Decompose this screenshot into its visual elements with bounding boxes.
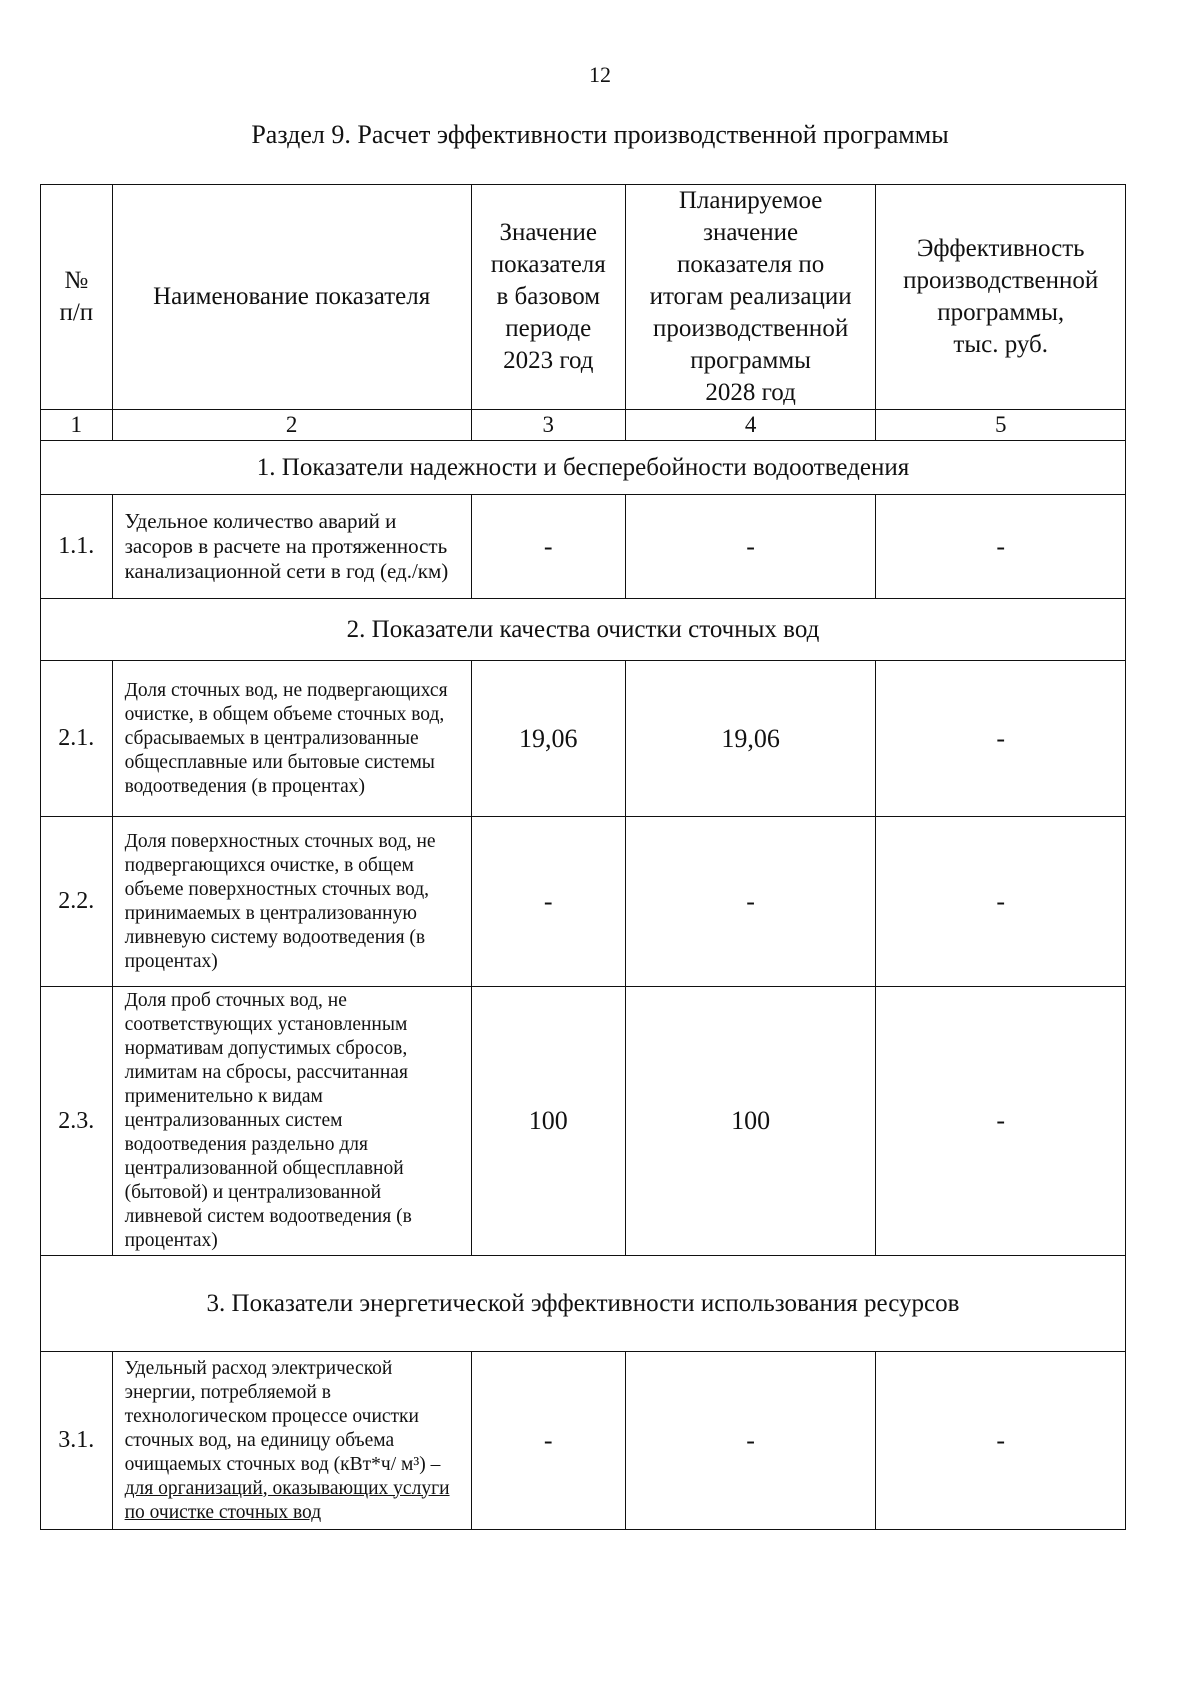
header-line: значение: [703, 219, 799, 246]
section-title: Раздел 9. Расчет эффективности производственной программы: [251, 120, 949, 149]
planned-value: -: [625, 1352, 876, 1530]
header-line: п/п: [59, 299, 94, 326]
column-number: 2: [112, 410, 471, 441]
efficiency-value: -: [876, 987, 1126, 1256]
table-row: [41, 495, 1126, 599]
section-row: [41, 599, 1126, 661]
section-row: [41, 441, 1126, 495]
indicator-name: Доля проб сточных вод, не соответствующих установленным нормативам допустимых сбросов, лимитам на сбросы, рассчитанная применительно к видам централизованных систем водоотведения раздельно для централизованной общесплавной (бытовой) и централизованной ливневой систем водоотведения (в процентах): [112, 987, 471, 1256]
efficiency-value: -: [876, 817, 1126, 987]
indicator-name-text: Удельный расход электрической энергии, потребляемой в технологическом процессе очистки сточных вод, на единицу объема очищаемых сточных вод (кВт*ч/ м³) –: [124, 1357, 441, 1475]
header-line: периоде: [505, 315, 592, 342]
table-row: [41, 1352, 1126, 1530]
efficiency-table: [40, 184, 1126, 1530]
header-line: тыс. руб.: [953, 331, 1049, 358]
row-index: 3.1.: [41, 1352, 113, 1530]
table-row: [41, 817, 1126, 987]
column-number: 1: [41, 410, 113, 441]
indicator-name: Удельное количество аварий и засоров в расчете на протяженность канализационной сети в год (ед./км): [112, 495, 471, 599]
planned-value: 19,06: [625, 661, 876, 817]
indicator-name-underlined: для организаций, оказывающих услуги по очистке сточных вод: [124, 1477, 450, 1523]
row-index: 1.1.: [41, 495, 113, 599]
header-col-planned-value: [625, 185, 876, 410]
efficiency-value: -: [876, 1352, 1126, 1530]
base-value: -: [471, 817, 625, 987]
column-number-row: [41, 410, 1126, 441]
header-row: [41, 185, 1126, 410]
table-row: [41, 661, 1126, 817]
base-value: 19,06: [471, 661, 625, 817]
section-row: [41, 1256, 1126, 1352]
table-row: [41, 987, 1126, 1256]
column-number: 5: [876, 410, 1126, 441]
base-value: 100: [471, 987, 625, 1256]
page-number: 12: [589, 62, 611, 87]
planned-value: -: [625, 817, 876, 987]
efficiency-value: -: [876, 661, 1126, 817]
indicator-name: [112, 1352, 471, 1530]
header-col-base-value: [471, 185, 625, 410]
header-line: производственной: [653, 315, 849, 342]
header-line: показателя по: [677, 251, 825, 278]
indicator-name: Доля поверхностных сточных вод, не подвергающихся очистке, в общем объеме поверхностных сточных вод, принимаемых в централизованную ливневую систему водоотведения (в процентах): [112, 817, 471, 987]
header-line: программы,: [937, 299, 1065, 326]
column-number: 4: [625, 410, 876, 441]
section-title-cell: 1. Показатели надежности и бесперебойности водоотведения: [41, 441, 1126, 495]
header-line: Значение: [499, 219, 598, 246]
header-line: 2028 год: [705, 379, 796, 406]
header-line: Планируемое: [678, 187, 823, 214]
column-number: 3: [471, 410, 625, 441]
header-line: программы: [690, 347, 811, 374]
header-line: в базовом: [496, 283, 601, 310]
header-line: итогам реализации: [649, 283, 852, 310]
header-line: показателя: [490, 251, 606, 278]
header-col-number: [41, 185, 113, 410]
header-line: Наименование показателя: [153, 283, 431, 310]
row-index: 2.1.: [41, 661, 113, 817]
header-line: производственной: [903, 267, 1099, 294]
row-index: 2.3.: [41, 987, 113, 1256]
header-line: №: [64, 267, 89, 294]
section-title-cell: 2. Показатели качества очистки сточных вод: [41, 599, 1126, 661]
base-value: -: [471, 1352, 625, 1530]
section-title-cell: 3. Показатели энергетической эффективности использования ресурсов: [41, 1256, 1126, 1352]
row-index: 2.2.: [41, 817, 113, 987]
planned-value: -: [625, 495, 876, 599]
header-col-name: [112, 185, 471, 410]
base-value: -: [471, 495, 625, 599]
planned-value: 100: [625, 987, 876, 1256]
header-line: 2023 год: [503, 347, 594, 374]
header-col-efficiency: [876, 185, 1126, 410]
efficiency-value: -: [876, 495, 1126, 599]
indicator-name: Доля сточных вод, не подвергающихся очистке, в общем объеме сточных вод, сбрасываемых в централизованные общесплавные или бытовые системы водоотведения (в процентах): [112, 661, 471, 817]
header-line: Эффективность: [916, 235, 1085, 262]
